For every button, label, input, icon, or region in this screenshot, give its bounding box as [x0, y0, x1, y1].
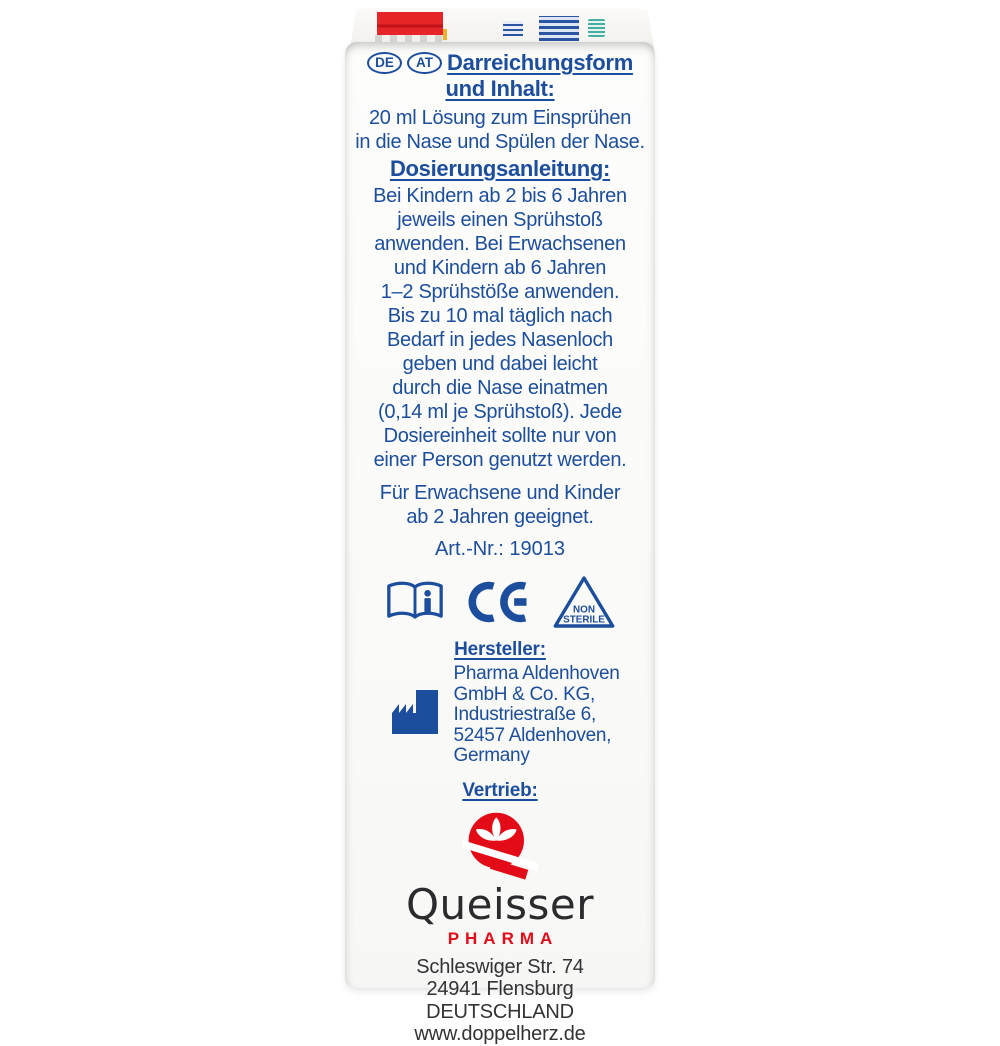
dosage-heading: Dosierungsanleitung: [389, 156, 611, 181]
form-heading-line1: Darreichungsform [447, 50, 633, 75]
queisser-wordmark: Queisser [405, 879, 595, 929]
country-badge-at: AT [407, 52, 442, 74]
article-number: Art.-Nr.: 19013 [434, 538, 566, 560]
form-heading-line2: und Inhalt: [445, 76, 555, 101]
dosage-line: anwenden. Bei Erwachsenen [374, 233, 626, 255]
suitability-line: Für Erwachsene und Kinder [379, 482, 621, 504]
manufacturer-heading: Hersteller: [454, 639, 546, 660]
flap-blue-text-print-small [503, 21, 523, 36]
form-text-line: 20 ml Lösung zum Einsprühen [368, 107, 632, 129]
dosage-line: Bei Kindern ab 2 bis 6 Jahren [373, 185, 627, 207]
country-badge-de: DE [367, 52, 402, 74]
dosage-line: Dosiereinheit sollte nur von [383, 425, 617, 447]
factory-icon [388, 686, 442, 736]
flap-yellow-mark [443, 29, 447, 40]
flap-red-print [377, 12, 443, 35]
manufacturer-address-line: Germany [453, 745, 530, 766]
queisser-logo-icon [462, 810, 538, 882]
manufacturer-address-line: Industriestraße 6, [453, 704, 596, 725]
heading-row [349, 50, 651, 76]
dosage-line: geben und dabei leicht [402, 353, 598, 375]
dosage-line: durch die Nase einatmen [392, 377, 608, 399]
dosage-line: und Kindern ab 6 Jahren [393, 257, 607, 279]
section-heading-form [349, 50, 651, 102]
dosage-line: (0,14 ml je Sprühstoß). Jede [378, 401, 622, 423]
flap-teal-stamp [588, 19, 605, 37]
suitability-paragraph [349, 481, 651, 529]
distributor-address-line: Schleswiger Str. 74 [416, 955, 584, 978]
dosage-paragraph [349, 184, 651, 472]
dosage-line: 1–2 Sprühstöße anwenden. [380, 281, 620, 303]
dosage-line: Bis zu 10 mal täglich nach [387, 305, 613, 327]
suitability-line: ab 2 Jahren geeignet. [406, 506, 594, 528]
manufacturer-address-line: Pharma Aldenhoven [453, 663, 620, 684]
distributor-address-line: www.doppelherz.de [414, 1023, 586, 1045]
distributor-address-line: DEUTSCHLAND [426, 1000, 574, 1023]
non-sterile-icon [552, 574, 616, 630]
non-sterile-text-line1: NON [573, 604, 595, 616]
distributor-address-line: 24941 Flensburg [426, 978, 574, 1000]
manufacturer-address-line: GmbH & Co. KG, [453, 683, 595, 705]
manufacturer-block [353, 664, 655, 767]
form-paragraph [349, 106, 651, 154]
form-text-line: in die Nase und Spülen der Nase. [355, 131, 645, 153]
queisser-pharma-label: PHARMA [447, 928, 559, 948]
instructions-booklet-icon [384, 579, 446, 626]
distributor-heading: Vertrieb: [462, 779, 538, 801]
manufacturer-address-line: 52457 Aldenhoven, [453, 724, 612, 746]
panel-content [345, 42, 655, 1046]
manufacturer-address [453, 664, 619, 767]
dosage-line: jeweils einen Sprühstoß [397, 209, 603, 231]
distributor-address [349, 956, 651, 1046]
dosage-line: Bedarf in jedes Nasenloch [387, 329, 613, 351]
non-sterile-text-line2: STERILE [563, 614, 605, 626]
flap-blue-text-print-large [539, 16, 579, 41]
ce-mark-icon [466, 580, 532, 624]
box-front-panel [345, 42, 655, 1045]
symbols-row [349, 574, 651, 630]
dosage-line: einer Person genutzt werden. [373, 449, 627, 471]
